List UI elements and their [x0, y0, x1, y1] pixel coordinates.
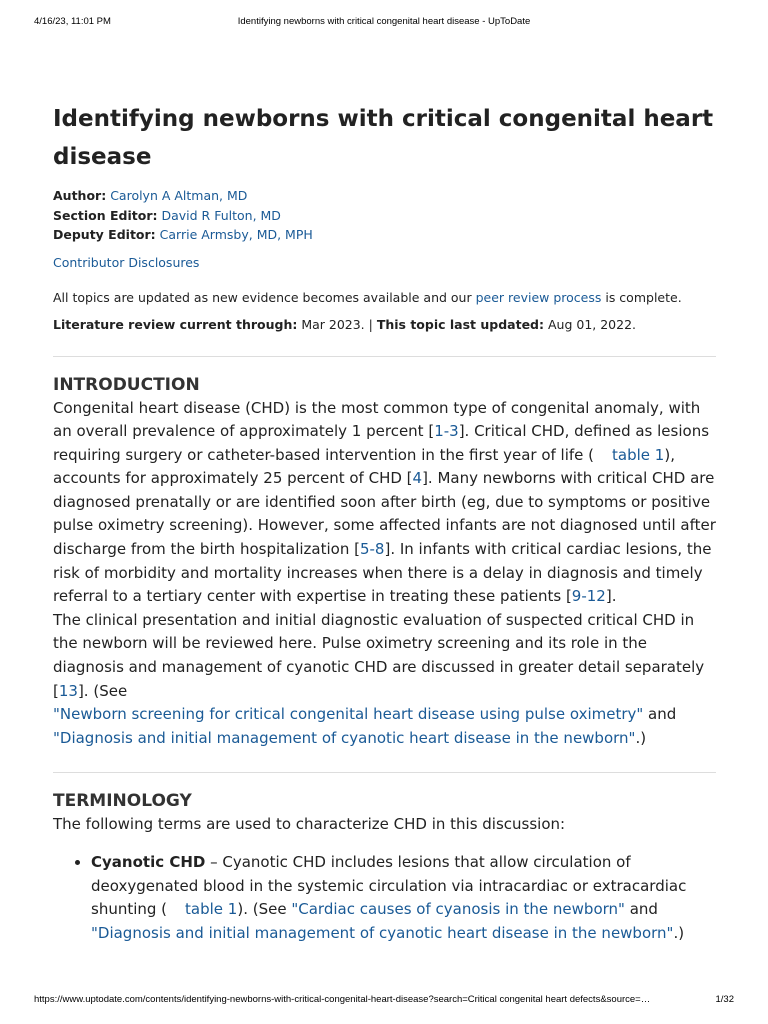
divider: [53, 772, 716, 773]
last-updated-value: Aug 01, 2022.: [544, 316, 637, 332]
terminology-heading: TERMINOLOGY: [53, 791, 192, 812]
reference-link[interactable]: 4: [412, 469, 423, 488]
pulse-oximetry-topic-link[interactable]: "Newborn screening for critical congenital heart disease using pulse oximetry": [53, 705, 644, 724]
text: ]. In infants with critical cardiac lesions, the risk of morbidity and mortality increases when there is a delay in diagnosis and timely referral to a tertiary center with expertise in treating these patients [: [53, 540, 712, 606]
section-editor-link[interactable]: David R Fulton, MD: [161, 207, 281, 223]
reference-link[interactable]: 13: [58, 681, 78, 700]
print-url: https://www.uptodate.com/contents/identifying-newborns-with-critical-congenital-heart-disease?search=Critical congenital heart defects&source=…: [34, 994, 651, 1005]
text: ), accounts for approximately 25 percent of CHD [: [53, 445, 675, 488]
terminology-intro: The following terms are used to characterize CHD in this discussion:: [53, 815, 566, 834]
introduction-paragraph-2: [53, 609, 716, 751]
deputy-editor-link[interactable]: Carrie Armsby, MD, MPH: [159, 227, 313, 242]
text: and: [624, 900, 658, 919]
introduction-heading: INTRODUCTION: [53, 374, 200, 395]
text: .): [673, 923, 685, 942]
divider: [53, 356, 716, 357]
author-row: [53, 186, 716, 206]
article-meta: [53, 186, 716, 245]
text: and: [643, 705, 677, 724]
article-title: Identifying newborns with critical congenital heart disease: [53, 106, 714, 170]
literature-review-value: Mar 2023. |: [297, 316, 377, 332]
reference-link[interactable]: 5-8: [359, 540, 385, 559]
text: .): [635, 728, 647, 747]
cyanotic-heart-disease-topic-link[interactable]: "Diagnosis and initial management of cyanotic heart disease in the newborn": [91, 923, 674, 942]
text: Congenital heart disease (CHD) is the most common type of congenital anomaly, with an overall prevalence of approximately 1 percent [: [53, 398, 701, 441]
text: ). (See: [237, 900, 292, 919]
update-note-text: All topics are updated as new evidence becomes available and our: [53, 289, 476, 305]
reference-link[interactable]: 1-3: [434, 422, 459, 441]
cyanotic-heart-disease-topic-link[interactable]: "Diagnosis and initial management of cyanotic heart disease in the newborn": [53, 728, 636, 747]
update-note-text-end: is complete.: [601, 289, 682, 305]
term-cyanotic-chd: Cyanotic CHD: [91, 853, 206, 871]
print-page-number: 1/32: [715, 994, 734, 1005]
section-editor-label: Section Editor:: [53, 207, 158, 223]
print-page-title: Identifying newborns with critical congenital heart disease - UpToDate: [237, 16, 531, 27]
article: [53, 100, 716, 945]
peer-review-link[interactable]: peer review process: [475, 289, 602, 305]
text: ]. (See: [77, 681, 128, 700]
contributor-disclosures-link[interactable]: Contributor Disclosures: [53, 254, 200, 270]
review-dates: [53, 315, 716, 334]
text: ]. Critical CHD, defined as lesions requiring surgery or catheter-based intervention in the first year of life (: [53, 422, 710, 464]
cardiac-causes-cyanosis-link[interactable]: "Cardiac causes of cyanosis in the newborn": [291, 900, 625, 919]
table-1-link[interactable]: table 1: [612, 445, 665, 464]
deputy-editor-label: Deputy Editor:: [53, 227, 156, 242]
text: – Cyanotic CHD includes lesions that allow circulation of deoxygenated blood in the systemic circulation via intracardiac or extracardiac shunting (: [91, 853, 687, 919]
terminology-list: [53, 851, 716, 945]
reference-link[interactable]: 9-12: [571, 587, 606, 606]
text: ]. Many newborns with critical CHD are diagnosed prenatally or are identified soon after birth (eg, due to symptoms or positive pulse oximetry screening). However, some affected infants are not diagnosed until after discharge from the birth hospitalization [: [53, 469, 716, 559]
text: The clinical presentation and initial diagnostic evaluation of suspected critical CHD in the newborn will be reviewed here. Pulse oximetry screening and its role in the diagnosis and management of cyanotic CHD are discussed in greater detail separately [: [53, 610, 705, 700]
author-label: Author:: [53, 188, 107, 203]
deputy-editor-row: [53, 225, 716, 245]
update-note: [53, 288, 716, 307]
print-datetime: 4/16/23, 11:01 PM: [34, 16, 111, 27]
text: ].: [605, 587, 617, 606]
author-link[interactable]: Carolyn A Altman, MD: [110, 188, 248, 203]
table-1-link[interactable]: table 1: [185, 900, 238, 919]
literature-review-label: Literature review current through:: [53, 316, 298, 332]
last-updated-label: This topic last updated:: [376, 316, 545, 332]
section-editor-row: [53, 206, 716, 226]
list-item: [91, 851, 716, 945]
introduction-paragraph-1: [53, 397, 716, 609]
